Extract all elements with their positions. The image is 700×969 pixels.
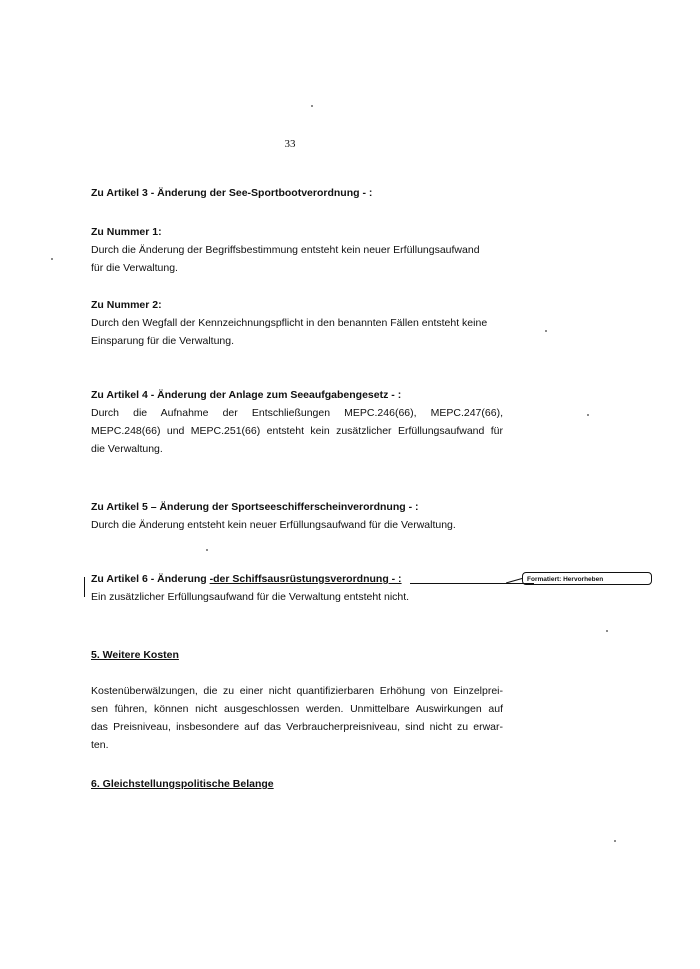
nummer-2-line: Einsparung für die Verwaltung. bbox=[91, 335, 235, 347]
section-artikel-6 bbox=[91, 570, 503, 606]
artikel-4-line: die Verwaltung. bbox=[91, 443, 163, 455]
scan-speck bbox=[51, 258, 53, 260]
artikel-4-line: MEPC.248(66) und MEPC.251(66) entsteht kein zusätzlicher Erfüllungsaufwand für bbox=[91, 425, 503, 437]
comment-balloon[interactable]: Formatiert: Hervorheben bbox=[522, 572, 652, 585]
artikel-5-line: Durch die Änderung entsteht kein neuer Erfüllungsaufwand für die Verwaltung. bbox=[91, 519, 456, 531]
scan-speck bbox=[606, 630, 608, 632]
nummer-2-heading: Zu Nummer 2: bbox=[91, 299, 162, 311]
section-artikel-3 bbox=[91, 184, 503, 202]
nummer-1-heading: Zu Nummer 1: bbox=[91, 226, 162, 238]
artikel-4-line: Durch die Aufnahme der Entschließungen MEPC.246(66), MEPC.247(66), bbox=[91, 407, 503, 419]
artikel-4-heading: Zu Artikel 4 - Änderung der Anlage zum Seeaufgabengesetz - : bbox=[91, 389, 402, 401]
nummer-1-line: für die Verwaltung. bbox=[91, 262, 178, 274]
scan-speck bbox=[206, 549, 208, 551]
scan-speck bbox=[587, 414, 589, 416]
section-nummer-1 bbox=[91, 223, 503, 277]
scan-speck bbox=[311, 105, 313, 107]
page-number: 33 bbox=[284, 138, 296, 150]
artikel-6-heading-prefix: Zu Artikel 6 - Änderung bbox=[91, 573, 210, 585]
artikel-5-heading: Zu Artikel 5 – Änderung der Sportseeschifferscheinverordnung - : bbox=[91, 501, 419, 513]
section-weitere-kosten bbox=[91, 646, 503, 664]
artikel-6-line: Ein zusätzlicher Erfüllungsaufwand für die Verwaltung entsteht nicht. bbox=[91, 591, 410, 603]
nummer-1-line: Durch die Änderung der Begriffsbestimmung entsteht kein neuer Erfüllungsaufwand bbox=[91, 244, 480, 256]
artikel-6-heading-tracked: -der Schiffsausrüstungsverordnung - : bbox=[209, 573, 402, 585]
section-nummer-2 bbox=[91, 296, 503, 350]
kosten-line: Kostenüberwälzungen, die zu einer nicht quantifizierbaren Erhöhung von Einzelprei- bbox=[91, 685, 503, 697]
artikel-3-heading: Zu Artikel 3 - Änderung der See-Sportbootverordnung - : bbox=[91, 187, 373, 199]
gleichstellung-heading: 6. Gleichstellungspolitische Belange bbox=[91, 778, 274, 790]
nummer-2-line: Durch den Wegfall der Kennzeichnungspflicht in den benannten Fällen entsteht keine bbox=[91, 317, 488, 329]
scan-speck bbox=[614, 840, 616, 842]
section-gleichstellung bbox=[91, 775, 503, 793]
kosten-line: sen führen, können nicht ausgeschlossen werden. Unmittelbare Auswirkungen auf bbox=[91, 703, 503, 715]
change-bar bbox=[84, 577, 85, 597]
scan-speck bbox=[545, 330, 547, 332]
artikel-6-heading bbox=[91, 570, 503, 588]
section-artikel-5 bbox=[91, 498, 503, 534]
weitere-kosten-paragraph bbox=[91, 682, 503, 754]
weitere-kosten-heading: 5. Weitere Kosten bbox=[91, 649, 179, 661]
section-artikel-4 bbox=[91, 386, 503, 458]
kosten-line: das Preisniveau, insbesondere auf das Verbraucherpreisniveau, sind nicht zu erwar- bbox=[91, 721, 503, 733]
kosten-line: ten. bbox=[91, 739, 109, 751]
